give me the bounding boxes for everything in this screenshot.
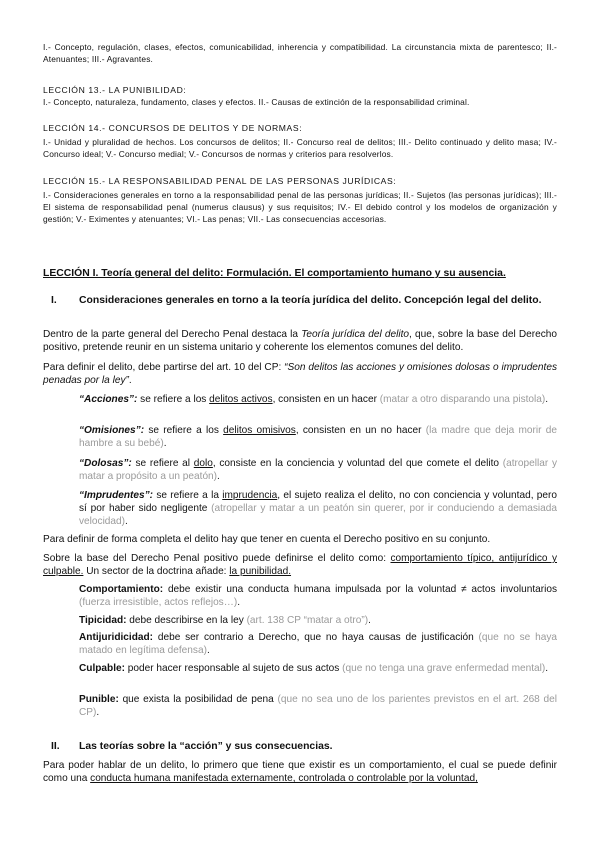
definition-omisiones: “Omisiones”: se refiere a los delitos omisivos, consisten en un no hacer (la madre que deja morir de hambre a su bebé). — [79, 425, 557, 450]
section1-title: Consideraciones generales en torno a la teoría jurídica del delito. Concepción legal del delito. — [79, 295, 542, 306]
lesson15-text: I.- Consideraciones generales en torno a la responsabilidad penal de las personas jurídicas; II.- Sujetos (las personas jurídicas); III.- El sistema de responsabilidad penal (numerus clausus) y sus requisitos; IV.- El debido control y los modelos de organización y gestión; V.- Eximentes y atenuantes; VI.- Las penas; VII.- Las consecuencias accesorias. — [43, 190, 557, 224]
definition-imprudentes: “Imprudentes”: se refiere a la imprudencia, el sujeto realiza el delito, no con conciencia y voluntad, pero sí por haber sido negligente (atropellar y matar a un peatón sin querer, por ir conduciendo a demasiada velocidad). — [79, 490, 557, 528]
paragraph-1: Dentro de la parte general del Derecho Penal destaca la Teoría jurídica del delito, que, sobre la base del Derecho positivo, pretende reunir en un sistema unitario y coherente los elementos comunes del delito. — [43, 329, 557, 354]
lesson1-title: LECCIÓN I. Teoría general del delito: Formulación. El comportamiento humano y su ausencia. — [43, 268, 506, 279]
lesson13-text: I.- Concepto, naturaleza, fundamento, clases y efectos. II.- Causas de extinción de la responsabilidad criminal. — [43, 97, 470, 107]
paragraph-5: Para poder hablar de un delito, lo primero que tiene que existir es un comportamiento, el cual se puede definir como una conducta humana manifestada externamente, controlada o controlable por la voluntad, — [43, 760, 557, 785]
definition-dolosas: “Dolosas”: se refiere al dolo, consiste en la conciencia y voluntad del que comete el delito (atropellar y matar a propósito a un peatón). — [79, 458, 557, 483]
element-tipicidad: Tipicidad: debe describirse en la ley (art. 138 CP “matar a otro”). — [79, 615, 371, 626]
section1-heading — [43, 294, 557, 308]
definition-acciones: “Acciones”: se refiere a los delitos activos, consisten en un hacer (matar a otro disparando una pistola). — [79, 394, 549, 405]
paragraph-3: Para definir de forma completa el delito hay que tener en cuenta el Derecho positivo en su conjunto. — [43, 534, 491, 545]
paragraph-4: Sobre la base del Derecho Penal positivo puede definirse el delito como: comportamiento típico, antijurídico y culpable. Un sector de la doctrina añade: la punibilidad. — [43, 553, 558, 578]
paragraph-2: Para definir el delito, debe partirse del art. 10 del CP: “Son delitos las acciones y omisiones dolosas o imprudentes penadas por la ley”. — [43, 362, 557, 387]
lesson15-title: LECCIÓN 15.- LA RESPONSABILIDAD PENAL DE LAS PERSONAS JURÍDICAS: — [43, 176, 397, 186]
element-culpable: Culpable: poder hacer responsable al sujeto de sus actos (que no tenga una grave enfermedad mental). — [79, 663, 549, 674]
section1-number: I. — [51, 295, 57, 306]
element-comportamiento: Comportamiento: debe existir una conducta humana impulsada por la voluntad ≠ actos involuntarios (fuerza irresistible, actos reflejos…). — [79, 584, 557, 609]
section2-heading — [43, 740, 557, 754]
lesson13-title: LECCIÓN 13.- LA PUNIBILIDAD: — [43, 85, 187, 95]
lesson14-title: LECCIÓN 14.- CONCURSOS DE DELITOS Y DE NORMAS: — [43, 123, 303, 133]
lesson12-text: I.- Concepto, regulación, clases, efectos, comunicabilidad, inherencia y compatibilidad. La circunstancia mixta de parentesco; II.- Atenuantes; III.- Agravantes. — [43, 42, 557, 64]
element-antijuridicidad: Antijuridicidad: debe ser contrario a Derecho, que no haya causas de justificación (que no se haya matado en legítima defensa). — [79, 632, 557, 657]
section2-number: II. — [51, 741, 60, 752]
element-punible: Punible: que exista la posibilidad de pena (que no sea uno de los parientes previstos en el art. 268 del CP). — [79, 694, 558, 719]
section2-title: Las teorías sobre la “acción” y sus consecuencias. — [79, 741, 333, 752]
lesson14-text: I.- Unidad y pluralidad de hechos. Los concursos de delitos; II.- Concurso real de delitos; III.- Delito continuado y delito masa; IV.- Concurso ideal; V.- Concurso medial; V.- Concursos de normas y criterios para resolverlos. — [43, 137, 557, 159]
